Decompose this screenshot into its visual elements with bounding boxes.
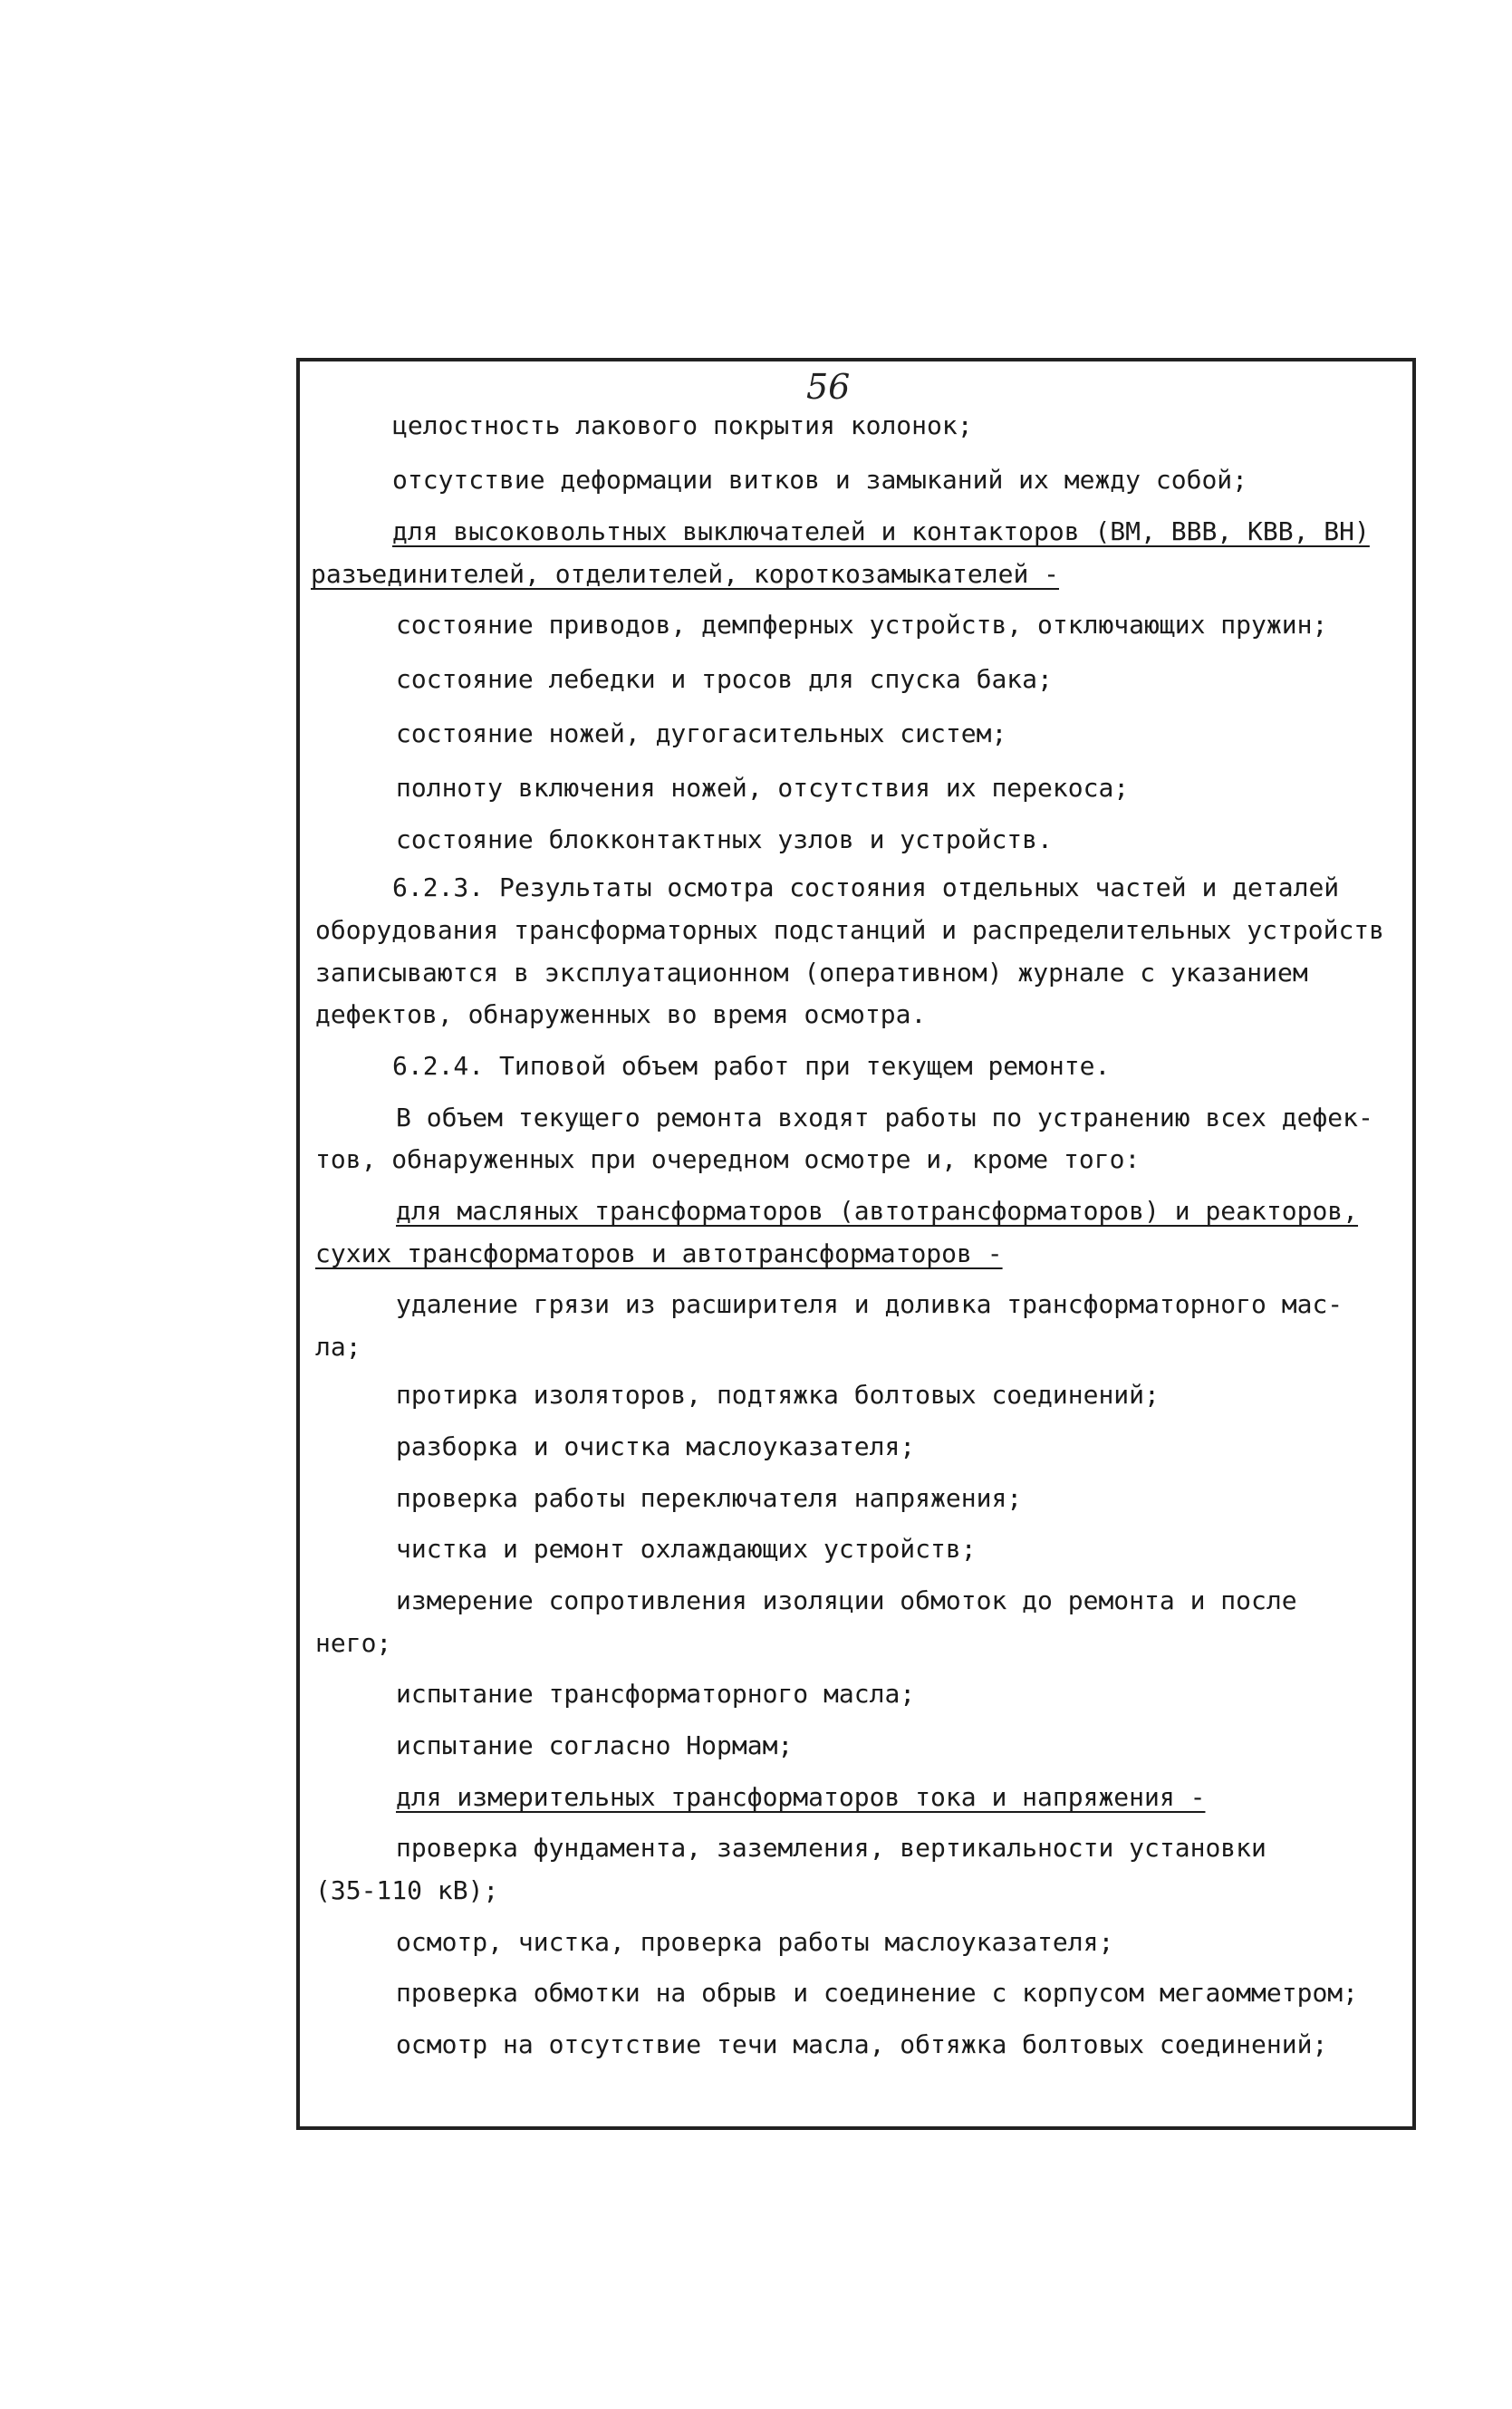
underlined-heading-line: разъединителей, отделителей, короткозамыкателей - [311,559,1060,589]
text-line: дефектов, обнаруженных во время осмотра. [315,999,927,1029]
text-line: состояние лебедки и тросов для спуска бака; [396,664,1053,694]
text-line: состояние ножей, дугогасительных систем; [396,718,1007,748]
text-line: удаление грязи из расширителя и доливка трансформаторного мас- [396,1289,1343,1319]
text-line: оборудования трансформаторных подстанций и распределительных устройств [315,915,1385,945]
text-line: 6.2.4. Типовой объем работ при текущем ремонте. [392,1051,1111,1081]
text-line: проверка фундамента, заземления, вертикальности установки [396,1833,1266,1863]
text-line: 6.2.3. Результаты осмотра состояния отдельных частей и деталей [392,872,1340,902]
underlined-heading-line: сухих трансформаторов и автотрансформаторов - [315,1238,1003,1268]
text-line: состояние блокконтактных узлов и устройств. [396,824,1053,854]
text-line: ла; [315,1332,361,1362]
text-line: осмотр, чистка, проверка работы маслоуказателя; [396,1927,1114,1957]
text-line: него; [315,1628,392,1658]
text-line: полноту включения ножей, отсутствия их перекоса; [396,773,1130,803]
underlined-heading-line: для измерительных трансформаторов тока и напряжения - [396,1782,1206,1812]
page-number: 56 [806,367,851,407]
text-line: записываются в эксплуатационном (оперативном) журнале с указанием [315,958,1308,988]
text-line: проверка обмотки на обрыв и соединение с корпусом мегаомметром; [396,1978,1359,2008]
text-line: чистка и ремонт охлаждающих устройств; [396,1534,977,1564]
text-line: проверка работы переключателя напряжения; [396,1483,1023,1513]
text-line: осмотр на отсутствие течи масла, обтяжка болтовых соединений; [396,2029,1328,2059]
text-line: протирка изоляторов, подтяжка болтовых соединений; [396,1380,1160,1410]
text-line: целостность лакового покрытия колонок; [392,410,973,440]
underlined-heading-line: для высоковольтных выключателей и контакторов (ВМ, ВВВ, КВВ, ВН) [392,516,1370,546]
text-line: В объем текущего ремонта входят работы по устранению всех дефек- [396,1103,1373,1132]
text-line: разборка и очистка маслоуказателя; [396,1431,916,1461]
underlined-heading-line: для масляных трансформаторов (автотрансформаторов) и реакторов, [396,1196,1359,1226]
text-line: отсутствие деформации витков и замыканий их между собой; [392,465,1248,495]
text-line: измерение сопротивления изоляции обмоток до ремонта и после [396,1585,1297,1615]
text-line: тов, обнаруженных при очередном осмотре и, кроме того: [315,1144,1141,1174]
text-line: испытание согласно Нормам; [396,1730,794,1760]
text-line: (35-110 кВ); [315,1875,499,1905]
text-line: состояние приводов, демпферных устройств, отключающих пружин; [396,610,1328,640]
text-line: испытание трансформаторного масла; [396,1679,916,1709]
